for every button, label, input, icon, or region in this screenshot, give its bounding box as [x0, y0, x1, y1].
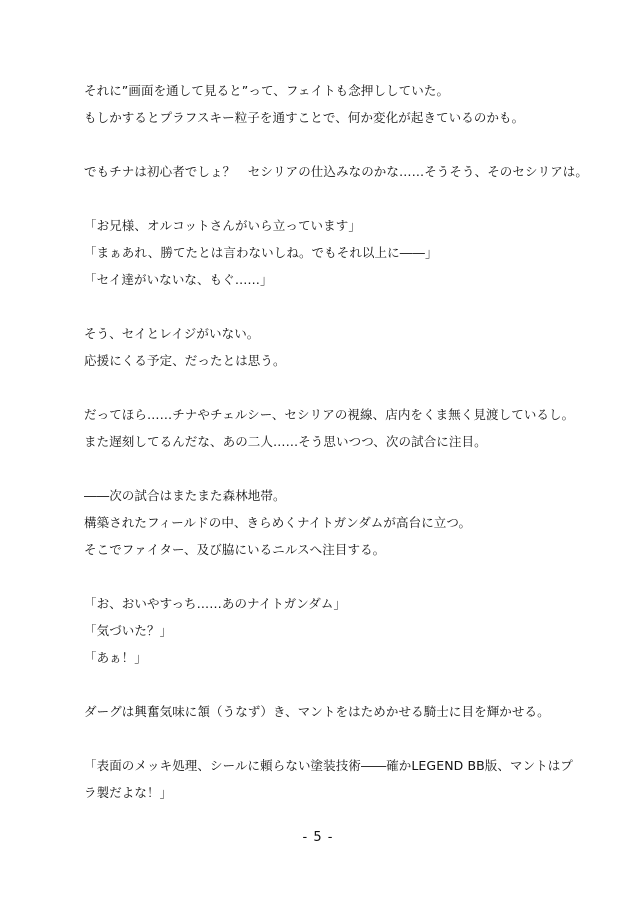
paragraph	[84, 758, 573, 800]
text-line: そう、セイとレイジがいない。	[84, 326, 260, 341]
blank-line	[84, 300, 564, 313]
paragraph	[84, 327, 564, 367]
blank-line	[84, 192, 564, 205]
text-line: でもチナは初心者でしょ？ セシリアの仕込みなのかな……そうそう、そのセシリアは。	[84, 164, 589, 179]
body-text	[84, 83, 589, 813]
paragraph	[84, 164, 589, 179]
blank-line	[84, 462, 564, 475]
dialogue-line: ラ製だよな！」	[84, 785, 173, 800]
paragraph	[84, 407, 575, 449]
dialogue-line: 「あぁ！」	[84, 650, 147, 665]
text-line: 構築されたフィールドの中、きらめくナイトガンダムが高台に立つ。	[84, 515, 472, 530]
paragraph	[84, 219, 564, 286]
page-number: - 5 -	[302, 830, 334, 845]
dialogue-line: 「表面のメッキ処理、シールに頼らない塗装技術――確かLEGEND BB版、マントはプ	[84, 758, 573, 773]
text-line: また遅刻してるんだな、あの二人……そう思いつつ、次の試合に注目。	[84, 434, 487, 449]
paragraph	[84, 84, 564, 124]
blank-line	[84, 570, 564, 583]
text-line: ダーグは興奮気味に頷（うなず）き、マントをはためかせる騎士に目を輝かせる。	[84, 704, 550, 719]
blank-line	[84, 732, 564, 745]
paragraph	[84, 705, 564, 718]
blank-line	[84, 138, 564, 151]
dialogue-line: 「気づいた？」	[84, 623, 173, 638]
dialogue-line: 「セイ達がいないな、もぐ……」	[84, 272, 273, 287]
text-line: それに”画面を通して見ると”って、フェイトも念押ししていた。	[84, 83, 450, 98]
paragraph	[84, 489, 564, 556]
text-line: そこでファイター、及び脇にいるニルスへ注目する。	[84, 542, 386, 557]
text-line: ――次の試合はまたまた森林地帯。	[84, 488, 286, 503]
dialogue-line: 「お兄様、オルコットさんがいら立っています」	[84, 218, 361, 233]
blank-line	[84, 678, 564, 691]
blank-line	[84, 381, 564, 394]
paragraph	[84, 597, 564, 664]
text-line: 応援にくる予定、だったとは思う。	[84, 353, 286, 368]
dialogue-line: 「まぁあれ、勝てたとは言わないしね。でもそれ以上に――」	[84, 245, 438, 260]
text-line: だってほら……チナやチェルシー、セシリアの視線、店内をくま無く見渡しているし。	[84, 407, 575, 422]
dialogue-line: 「お、おいやすっち……あのナイトガンダム」	[84, 596, 347, 611]
text-line: もしかするとプラフスキー粒子を通すことで、何か変化が起きているのかも。	[84, 110, 525, 125]
